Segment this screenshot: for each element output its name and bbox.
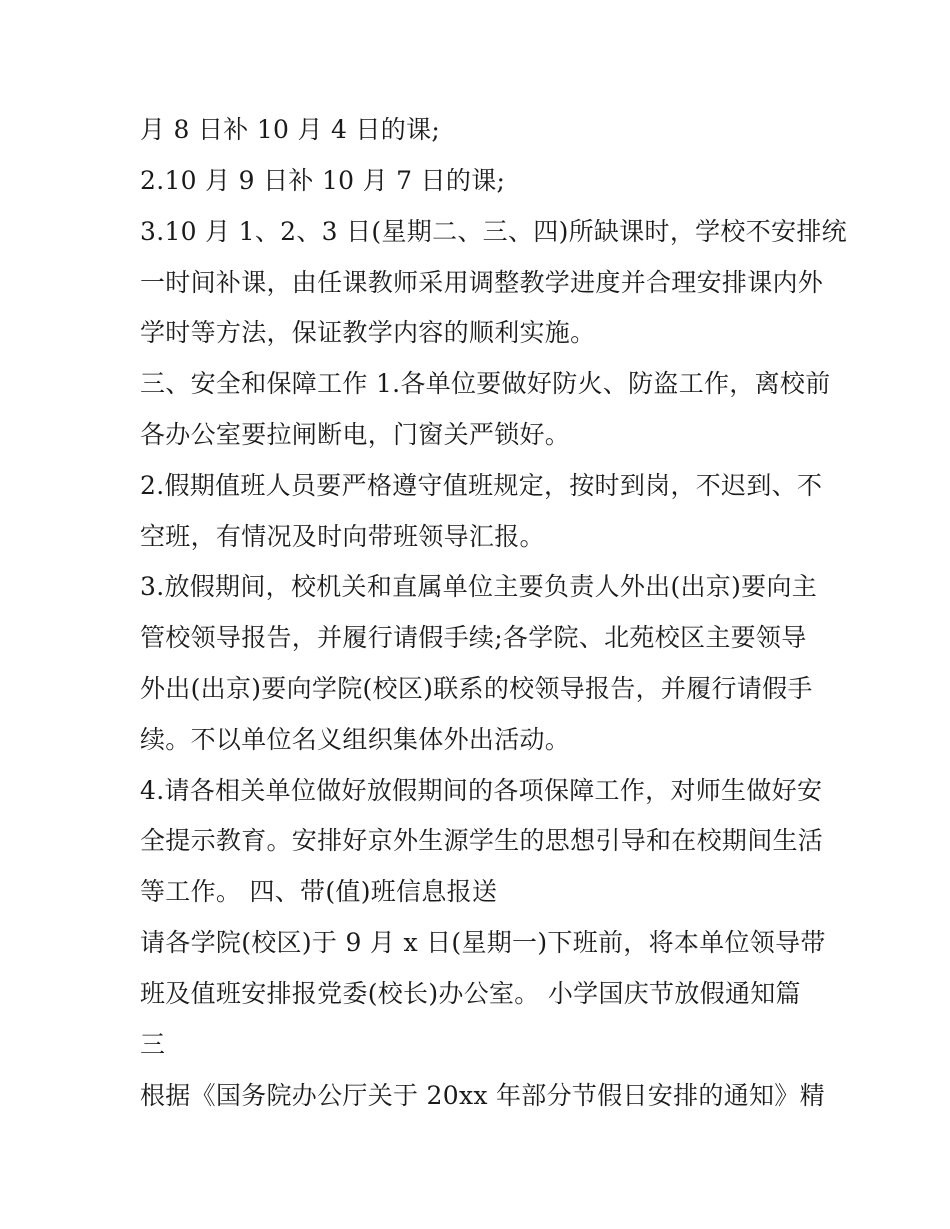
text-line: 3.放假期间，校机关和直属单位主要负责人外出(出京)要向主 [140, 572, 818, 601]
text-line: 外出(出京)要向学院(校区)联系的校领导报告，并履行请假手 [140, 674, 813, 703]
text-line: 空班，有情况及时向带班领导汇报。 [140, 522, 545, 551]
text-line: 一时间补课，由任课教师采用调整教学进度并合理安排课内外 [140, 268, 824, 297]
text-line: 根据《国务院办公厅关于 20xx 年部分节假日安排的通知》精 [140, 1081, 825, 1110]
text-line: 2.假期值班人员要严格遵守值班规定，按时到岗，不迟到、不 [140, 471, 823, 500]
text-line: 请各学院(校区)于 9 月 x 日(星期一)下班前，将本单位领导带 [140, 928, 826, 957]
text-line: 3.10 月 1、2、3 日(星期二、三、四)所缺课时，学校不安排统 [140, 217, 847, 246]
text-line: 2.10 月 9 日补 10 月 7 日的课; [140, 166, 506, 195]
text-line: 管校领导报告，并履行请假手续;各学院、北苑校区主要领导 [140, 623, 807, 652]
text-line: 班及值班安排报党委(校长)办公室。 小学国庆节放假通知篇 [140, 979, 801, 1008]
text-line: 三 [140, 1030, 166, 1059]
text-line: 续。不以单位名义组织集体外出活动。 [140, 725, 571, 754]
text-line: 月 8 日补 10 月 4 日的课; [140, 115, 441, 144]
text-line: 三、安全和保障工作 1.各单位要做好防火、防盗工作，离校前 [140, 369, 831, 398]
text-line: 全提示教育。安排好京外生源学生的思想引导和在校期间生活 [140, 826, 824, 855]
text-line: 4.请各相关单位做好放假期间的各项保障工作，对师生做好安 [140, 776, 823, 805]
text-line: 等工作。 四、带(值)班信息报送 [140, 877, 498, 906]
text-line: 各办公室要拉闸断电，门窗关严锁好。 [140, 420, 571, 449]
text-line: 学时等方法，保证教学内容的顺利实施。 [140, 318, 596, 347]
